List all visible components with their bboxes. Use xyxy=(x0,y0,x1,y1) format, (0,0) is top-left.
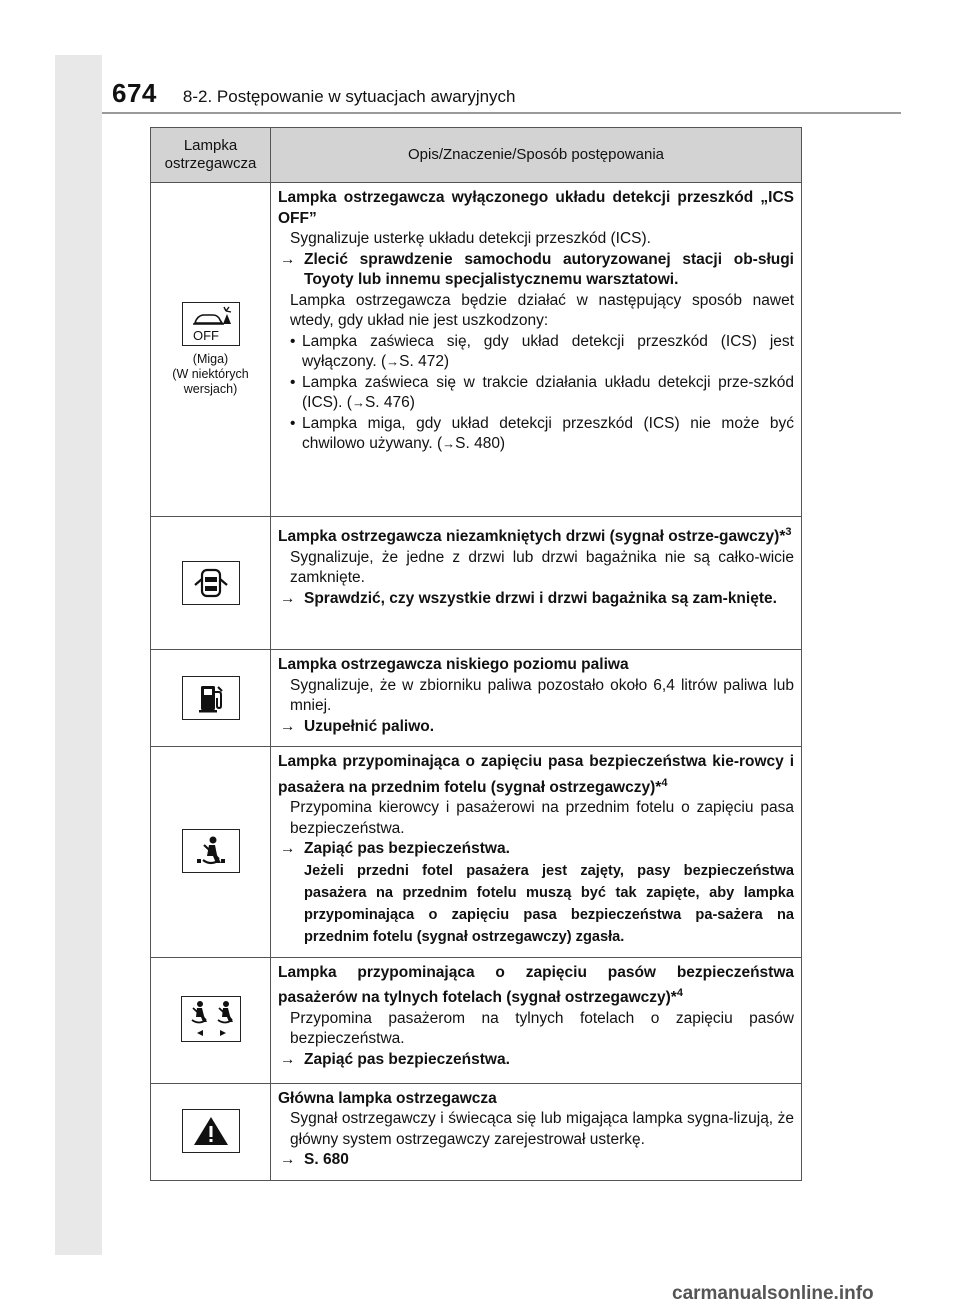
table-header-row xyxy=(151,128,802,183)
table-row xyxy=(151,650,802,747)
action-line xyxy=(278,1050,794,1071)
list-item xyxy=(278,414,794,455)
lamp-description: Sygnalizuje usterkę układu detekcji przeszkód (ICS). xyxy=(290,230,651,247)
action-line xyxy=(278,717,794,738)
lamp-cell xyxy=(151,957,271,1083)
description-cell xyxy=(271,650,802,747)
bullet-icon: • xyxy=(290,414,296,432)
column-header-description: Opis/Znaczenie/Sposób postępowania xyxy=(271,128,802,183)
page-reference-link[interactable]: S. 472) xyxy=(399,353,450,370)
action-line xyxy=(278,839,794,860)
ics-off-icon-text: OFF xyxy=(192,328,219,343)
chapter-title: 8-2. Postępowanie w sytuacjach awaryjnych xyxy=(182,87,516,106)
table-row xyxy=(151,957,802,1083)
lamp-cell xyxy=(151,183,271,517)
footnote-marker: 4 xyxy=(661,776,668,789)
action-text: Zapiąć pas bezpieczeństwa. xyxy=(304,840,510,858)
lamp-description: Przypomina pasażerom na tylnych fotelach o zapięciu pasów bezpieczeństwa. xyxy=(290,1009,794,1048)
bullet-text: Lampka zaświeca się w trakcie działania układu detekcji prze-szkód (ICS). ( xyxy=(302,373,794,411)
lamp-title: Lampka przypominająca o zapięciu pasów bezpieczeństwa pasażerów na tylnych fotelach (sygnał ostrzegawczy)*$^4$ xyxy=(278,963,794,1007)
arrow-icon: → xyxy=(386,354,400,369)
open-door-icon xyxy=(182,561,240,605)
list-item xyxy=(278,373,794,414)
footnote-marker: 3 xyxy=(785,526,792,538)
table-row xyxy=(151,1083,802,1180)
lamp-title: Główna lampka ostrzegawcza xyxy=(278,1089,497,1107)
bullet-text: Lampka zaświeca się, gdy układ detekcji przeszkód (ICS) jest wyłączony. ( xyxy=(302,332,794,370)
lamp-description: Sygnalizuje, że w zbiorniku paliwa pozostało około 6,4 litrów paliwa lub mniej. xyxy=(290,676,794,714)
lamp-cell xyxy=(151,517,271,650)
seatbelt-icon xyxy=(182,829,240,873)
lamp-note: (Miga) xyxy=(192,352,229,366)
description-cell xyxy=(271,957,802,1083)
page-reference-link[interactable]: S. 476) xyxy=(364,394,415,411)
lamp-title: Lampka ostrzegawcza wyłączonego układu detekcji przeszkód „ICS OFF” xyxy=(278,189,794,227)
lamp-title: Lampka ostrzegawcza niskiego poziomu paliwa xyxy=(278,656,629,673)
page-reference-link[interactable]: S. 680 xyxy=(304,1151,349,1169)
lamp-cell xyxy=(151,1083,271,1180)
arrow-icon: → xyxy=(280,1050,296,1068)
bullet-icon: • xyxy=(290,332,296,350)
lamp-description: Przypomina kierowcy i pasażerowi na przednim fotelu o zapięciu pasa bezpieczeństwa. xyxy=(290,799,794,837)
arrow-icon: → xyxy=(280,589,296,607)
fuel-pump-icon xyxy=(182,676,240,720)
lamp-description: Sygnał ostrzegawczy i świecąca się lub migająca lampka sygna-lizują, że główny system ostrzegawczy zarejestrował usterkę. xyxy=(290,1110,794,1148)
description-cell xyxy=(271,183,802,517)
master-warning-icon xyxy=(182,1109,240,1153)
table-row xyxy=(151,183,802,517)
action-line xyxy=(278,250,794,291)
action-text: Zlecić sprawdzenie samochodu autoryzowanej stacji ob-sługi Toyoty lub innemu specjalistycznemu warsztatowi. xyxy=(304,250,794,288)
lamp-description: Lampka ostrzegawcza będzie działać w następujący sposób nawet wtedy, gdy układ nie jest uszkodzony: xyxy=(290,291,794,329)
warning-lights-table xyxy=(150,127,802,1181)
action-text: Uzupełnić paliwo. xyxy=(304,717,435,735)
action-text: Zapiąć pas bezpieczeństwa. xyxy=(304,1050,510,1068)
arrow-icon: → xyxy=(280,1151,296,1169)
lamp-note: (W niektórych wersjach) xyxy=(172,367,249,396)
bullet-text: Lampka miga, gdy układ detekcji przeszkód (ICS) nie może być chwilowo używany. ( xyxy=(302,414,794,452)
arrow-icon: → xyxy=(442,436,456,451)
action-text: Sprawdzić, czy wszystkie drzwi i drzwi bagażnika są zam-knięte. xyxy=(304,589,777,607)
action-note: Jeżeli przedni fotel pasażera jest zajęty, pasy bezpieczeństwa pasażera na przednim fotelu muszą być tak zapięte, aby lampka przypominająca o zapięciu pasa bezpieczeństwa pa-sażera na przednim fotelu (sygnał ostrzegawczy) zgasła. xyxy=(304,862,794,945)
footnote-marker: 4 xyxy=(676,987,683,1000)
action-line xyxy=(278,1150,794,1171)
page-reference-link[interactable]: S. 480) xyxy=(455,435,506,452)
column-header-lamp: Lampka ostrzegawcza xyxy=(151,128,271,183)
table-row xyxy=(151,747,802,958)
table-row xyxy=(151,517,802,650)
lamp-title: Lampka ostrzegawcza niezamkniętych drzwi (sygnał ostrze-gawczy)*$^3$ xyxy=(278,526,792,546)
page-number: 674 xyxy=(112,78,157,108)
lamp-cell xyxy=(151,650,271,747)
page-header xyxy=(112,78,516,114)
lamp-title: Lampka przypominająca o zapięciu pasa bezpieczeństwa kie-rowcy i pasażera na przednim fotelu (sygnał ostrzegawczy)*$^4$ xyxy=(278,753,794,796)
ics-off-icon xyxy=(182,302,240,346)
list-item xyxy=(278,332,794,373)
arrow-icon: → xyxy=(280,250,296,268)
rear-seatbelt-icon xyxy=(181,996,241,1042)
description-cell xyxy=(271,747,802,958)
arrow-icon: → xyxy=(280,840,296,858)
watermark-text: carmanualsonline.info xyxy=(672,1283,874,1304)
header-rule xyxy=(102,112,901,114)
description-cell xyxy=(271,1083,802,1180)
arrow-icon: → xyxy=(280,717,296,735)
lamp-cell xyxy=(151,747,271,958)
lamp-description: Sygnalizuje, że jedne z drzwi lub drzwi bagażnika nie są całko-wicie zamknięte. xyxy=(290,548,794,587)
arrow-icon: → xyxy=(351,395,365,410)
page-side-tab xyxy=(55,55,102,1255)
description-cell xyxy=(271,517,802,650)
bullet-icon: • xyxy=(290,373,296,391)
action-line xyxy=(278,589,794,610)
